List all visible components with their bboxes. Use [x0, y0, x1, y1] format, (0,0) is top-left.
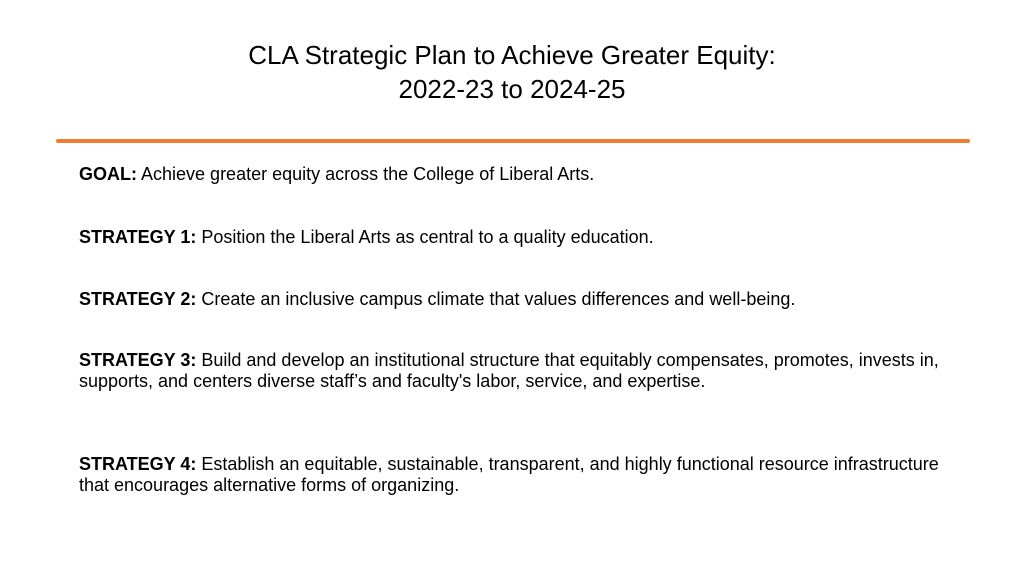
strategy-1-label: STRATEGY 1: — [79, 227, 197, 247]
strategy-2-text: Create an inclusive campus climate that values differences and well-being. — [201, 289, 796, 309]
goal-text: Achieve greater equity across the College of Liberal Arts. — [141, 164, 595, 184]
goal-label: GOAL: — [79, 164, 137, 184]
strategy-4-text: Establish an equitable, sustainable, transparent, and highly functional resource infrastructure that encourages alternative forms of organizing. — [79, 454, 939, 495]
strategy-4-label: STRATEGY 4: — [79, 454, 197, 474]
strategy-4-item — [79, 454, 959, 496]
strategy-2-label: STRATEGY 2: — [79, 289, 197, 309]
strategy-1-text: Position the Liberal Arts as central to a quality education. — [201, 227, 654, 247]
strategy-3-text: Build and develop an institutional structure that equitably compensates, promotes, invests in, supports, and centers diverse staff’s and faculty's labor, service, and expertise. — [79, 350, 939, 391]
title-divider — [56, 139, 970, 143]
strategy-3-item — [79, 350, 959, 392]
strategy-2-item — [79, 289, 959, 310]
page-title-line-2: 2022-23 to 2024-25 — [398, 74, 626, 104]
strategy-1-item — [79, 227, 959, 248]
page-title-line-1: CLA Strategic Plan to Achieve Greater Equity: — [248, 40, 776, 70]
goal-item — [79, 164, 959, 185]
page-title — [0, 38, 1024, 106]
strategy-3-label: STRATEGY 3: — [79, 350, 197, 370]
